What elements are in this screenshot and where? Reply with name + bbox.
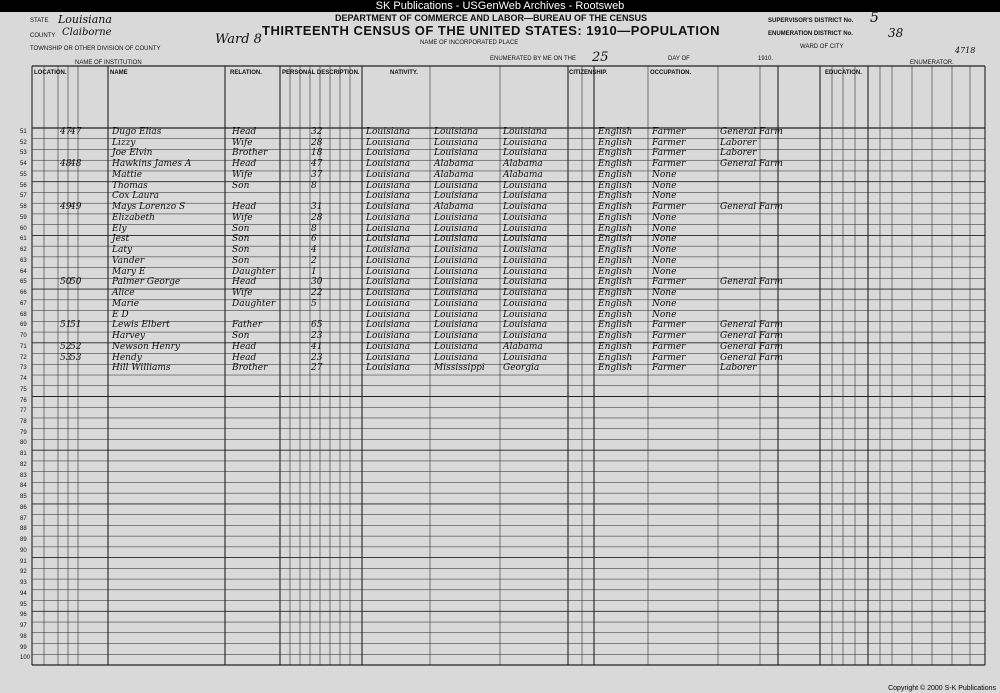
column-header-citizenship: CITIZENSHIP. [569,70,608,76]
day-of-label: DAY OF [668,56,690,62]
family-number: 51 [70,320,82,331]
birthplace-person: Louisiana [366,169,411,180]
birthplace-person: Louisiana [366,298,411,309]
birthplace-mother: Louisiana [503,320,548,331]
birthplace-mother: Louisiana [503,277,548,288]
language: English [598,137,633,148]
dwelling-number: 51 [60,320,72,331]
archive-banner: SK Publications - USGenWeb Archives - Rootsweb [0,0,1000,12]
person-name: Lizzy [112,137,136,148]
relation: Head [232,127,257,137]
dwelling-number: 48 [60,159,72,170]
row-number: 64 [20,268,27,275]
birthplace-person: Louisiana [366,245,411,256]
age: 65 [311,320,323,331]
birthplace-mother: Louisiana [503,331,548,342]
language: English [598,298,633,309]
birthplace-mother: Louisiana [503,127,548,137]
row-number: 91 [20,558,27,565]
birthplace-father: Louisiana [434,137,479,148]
birthplace-father: Louisiana [434,298,479,309]
occupation: None [652,245,677,256]
birthplace-mother: Alabama [503,169,543,180]
row-number: 99 [20,644,27,651]
relation: Head [232,352,257,363]
ward-label: WARD OF CITY [800,44,844,50]
language: English [598,363,633,374]
occupation: None [652,191,677,202]
family-number: 50 [70,277,82,288]
birthplace-father: Louisiana [434,191,479,202]
language: English [598,191,633,202]
relation: Son [232,245,250,256]
dwelling-number: 52 [60,341,72,352]
person-name: Thomas [112,180,148,191]
person-name: Laty [112,245,133,256]
occupation: Farmer [652,320,686,331]
person-name: Mays Lorenzo S [112,202,186,213]
birthplace-person: Louisiana [366,341,411,352]
language: English [598,212,633,223]
age: 6 [311,234,317,245]
industry: General Farm [720,202,783,213]
row-number: 71 [20,343,27,350]
occupation: None [652,266,677,277]
person-name: Vander [112,255,145,266]
row-number: 95 [20,601,27,608]
dwelling-number: 49 [60,202,72,213]
column-header-name: NAME [110,70,128,76]
occupation: Farmer [652,352,686,363]
relation: Head [232,159,257,170]
birthplace-father: Alabama [434,159,474,170]
industry: Laborer [720,148,757,159]
occupation: Farmer [652,137,686,148]
birthplace-father: Louisiana [434,266,479,277]
row-number: 85 [20,494,27,501]
row-number: 65 [20,279,27,286]
birthplace-person: Louisiana [366,159,411,170]
birthplace-mother: Louisiana [503,223,548,234]
age: 1 [311,266,317,277]
language: English [598,320,633,331]
birthplace-mother: Louisiana [503,212,548,223]
row-number: 68 [20,311,27,318]
birthplace-mother: Louisiana [503,288,548,299]
row-number: 55 [20,171,27,178]
relation: Head [232,277,257,288]
occupation: Farmer [652,277,686,288]
age: 28 [311,137,323,148]
row-number: 96 [20,612,27,619]
page-title: THIRTEENTH CENSUS OF THE UNITED STATES: 1910—POPULATION [262,23,720,38]
row-number: 66 [20,290,27,297]
county-label: COUNTY [30,33,56,39]
column-header-education: EDUCATION. [825,70,862,76]
age: 2 [311,255,317,266]
occupation: None [652,234,677,245]
county-value: Claiborne [62,27,112,38]
row-number: 92 [20,569,27,576]
occupation: None [652,298,677,309]
industry: General Farm [720,331,783,342]
row-number: 57 [20,193,27,200]
row-number: 61 [20,236,27,243]
language: English [598,169,633,180]
year-label: 1910. [758,56,774,62]
relation: Daughter [232,266,276,277]
birthplace-person: Louisiana [366,202,411,213]
age: 31 [311,202,323,213]
occupation: None [652,288,677,299]
row-number: 77 [20,408,27,415]
birthplace-person: Louisiana [366,309,411,320]
birthplace-person: Louisiana [366,148,411,159]
family-number: 49 [70,202,82,213]
person-name: Mary E [112,266,146,277]
occupation: None [652,180,677,191]
birthplace-father: Louisiana [434,212,479,223]
person-name: E D [112,309,129,320]
birthplace-father: Louisiana [434,148,479,159]
department-line: DEPARTMENT OF COMMERCE AND LABOR—BUREAU OF THE CENSUS [335,13,647,23]
person-name: Mattie [112,169,143,180]
occupation: Farmer [652,202,686,213]
birthplace-father: Alabama [434,202,474,213]
birthplace-father: Louisiana [434,277,479,288]
state-value: Louisiana [58,13,112,26]
birthplace-father: Louisiana [434,331,479,342]
row-number: 51 [20,129,27,135]
person-name: Joe Elvin [112,148,153,159]
age: 8 [311,180,317,191]
row-number: 90 [20,547,27,554]
row-number: 83 [20,472,27,479]
language: English [598,309,633,320]
birthplace-person: Louisiana [366,191,411,202]
column-header-personal: PERSONAL DESCRIPTION. [282,70,360,76]
row-number: 94 [20,590,27,597]
occupation: Farmer [652,159,686,170]
occupation: None [652,223,677,234]
person-name: Elizabeth [112,212,155,223]
row-number: 76 [20,397,27,404]
age: 47 [311,159,323,170]
birthplace-father: Louisiana [434,245,479,256]
birthplace-person: Louisiana [366,277,411,288]
enumerator-label: ENUMERATOR. [910,60,954,66]
birthplace-mother: Louisiana [503,148,548,159]
person-name: Hill Williams [112,363,171,374]
column-header-occupation: OCCUPATION. [650,70,692,76]
row-number: 67 [20,300,27,307]
row-number: 87 [20,515,27,522]
column-header-relation: RELATION. [230,70,262,76]
age: 22 [311,288,323,299]
birthplace-mother: Georgia [503,363,540,374]
relation: Head [232,202,257,213]
occupation: Farmer [652,363,686,374]
row-number: 80 [20,440,27,447]
row-number: 82 [20,461,27,468]
enumeration-value: 38 [888,26,904,40]
person-name: Hendy [112,352,142,363]
row-number: 70 [20,333,27,340]
person-name: Ely [112,223,127,234]
row-number: 60 [20,225,27,232]
row-number: 78 [20,418,27,425]
industry: Laborer [720,137,757,148]
age: 41 [311,341,323,352]
age: 4 [311,245,317,256]
dwelling-number: 50 [60,277,72,288]
family-number: 53 [70,352,82,363]
dwelling-number: 53 [60,352,72,363]
birthplace-mother: Louisiana [503,202,548,213]
relation: Brother [232,363,268,374]
row-number: 86 [20,504,27,511]
language: English [598,255,633,266]
occupation: None [652,169,677,180]
industry: General Farm [720,277,783,288]
enumerated-label: ENUMERATED BY ME ON THE [490,56,577,62]
family-number: 48 [70,159,82,170]
column-header-location: LOCATION. [34,70,67,76]
birthplace-father: Mississippi [434,363,485,374]
birthplace-father: Louisiana [434,309,479,320]
language: English [598,234,633,245]
industry: Laborer [720,363,757,374]
age: 37 [311,169,323,180]
occupation: Farmer [652,148,686,159]
row-number: 59 [20,214,27,221]
language: English [598,148,633,159]
relation: Son [232,331,250,342]
row-number: 81 [20,451,27,458]
birthplace-person: Louisiana [366,288,411,299]
language: English [598,223,633,234]
row-number: 69 [20,322,27,329]
row-number: 89 [20,537,27,544]
enumeration-label: ENUMERATION DISTRICT No. [768,31,853,37]
age: 18 [311,148,323,159]
person-name: Lewis Elbert [112,320,170,331]
person-name: Jest [112,234,130,245]
occupation: None [652,255,677,266]
industry: General Farm [720,159,783,170]
person-name: Palmer George [112,277,181,288]
relation: Brother [232,148,268,159]
relation: Son [232,223,250,234]
birthplace-mother: Louisiana [503,234,548,245]
birthplace-person: Louisiana [366,266,411,277]
age: 28 [311,212,323,223]
language: English [598,159,633,170]
language: English [598,245,633,256]
language: English [598,331,633,342]
birthplace-father: Louisiana [434,127,479,137]
row-number: 73 [20,365,27,372]
dwelling-number: 47 [60,127,72,137]
occupation: None [652,309,677,320]
person-name: Newson Henry [112,341,180,352]
language: English [598,341,633,352]
relation: Wife [232,169,253,180]
language: English [598,277,633,288]
birthplace-person: Louisiana [366,363,411,374]
birthplace-father: Louisiana [434,341,479,352]
industry: General Farm [720,320,783,331]
birthplace-father: Louisiana [434,288,479,299]
row-number: 88 [20,526,27,533]
birthplace-mother: Louisiana [503,245,548,256]
language: English [598,266,633,277]
birthplace-person: Louisiana [366,137,411,148]
birthplace-person: Louisiana [366,127,411,137]
row-number: 62 [20,247,27,254]
person-name: Hawkins James A [112,159,192,170]
supervisor-label: SUPERVISOR'S DISTRICT No. [768,18,854,24]
language: English [598,127,633,137]
township-label: TOWNSHIP OR OTHER DIVISION OF COUNTY [30,46,161,52]
row-number: 63 [20,257,27,264]
birthplace-person: Louisiana [366,234,411,245]
birthplace-mother: Louisiana [503,309,548,320]
birthplace-father: Alabama [434,169,474,180]
row-number: 54 [20,161,27,168]
age: 27 [311,363,323,374]
age: 8 [311,223,317,234]
row-number: 56 [20,182,27,189]
age: 23 [311,331,323,342]
birthplace-mother: Louisiana [503,352,548,363]
age: 5 [311,298,317,309]
relation: Wife [232,288,253,299]
relation: Wife [232,212,253,223]
row-number: 75 [20,386,27,393]
relation: Wife [232,137,253,148]
relation: Son [232,255,250,266]
row-number: 98 [20,633,27,640]
family-number: 52 [70,341,82,352]
birthplace-mother: Louisiana [503,180,548,191]
birthplace-person: Louisiana [366,352,411,363]
language: English [598,352,633,363]
relation: Son [232,180,250,191]
age: 23 [311,352,323,363]
birthplace-mother: Alabama [503,341,543,352]
row-number: 100 [20,655,31,662]
family-number: 47 [70,127,82,137]
township-value: Ward 8 [215,32,262,47]
enumerated-day: 25 [592,50,609,65]
row-number: 93 [20,580,27,587]
row-number: 58 [20,204,27,211]
birthplace-mother: Louisiana [503,255,548,266]
age: 32 [311,127,323,137]
language: English [598,202,633,213]
relation: Father [232,320,263,331]
birthplace-father: Louisiana [434,352,479,363]
person-name: Cox Laura [112,191,160,202]
incorporated-label: NAME OF INCORPORATED PLACE [420,40,519,46]
person-name: Marie [112,298,140,309]
birthplace-person: Louisiana [366,180,411,191]
supervisor-value: 5 [870,10,879,26]
age: 30 [311,277,323,288]
row-number: 74 [20,376,27,383]
birthplace-person: Louisiana [366,223,411,234]
occupation: Farmer [652,127,686,137]
language: English [598,288,633,299]
occupation: Farmer [652,341,686,352]
row-number: 97 [20,623,27,630]
birthplace-person: Louisiana [366,320,411,331]
row-number: 84 [20,483,27,490]
relation: Son [232,234,250,245]
row-number: 72 [20,354,27,361]
birthplace-father: Louisiana [434,223,479,234]
industry: General Farm [720,341,783,352]
state-label: STATE [30,18,49,24]
relation: Daughter [232,298,276,309]
occupation: None [652,212,677,223]
birthplace-mother: Louisiana [503,298,548,309]
person-name: Alice [112,288,135,299]
birthplace-person: Louisiana [366,212,411,223]
birthplace-mother: Louisiana [503,137,548,148]
birthplace-father: Louisiana [434,234,479,245]
person-name: Harvey [112,331,146,342]
person-name: Dugo Elias [112,127,162,137]
row-number: 53 [20,150,27,157]
birthplace-mother: Louisiana [503,266,548,277]
birthplace-person: Louisiana [366,331,411,342]
column-header-nativity: NATIVITY. [390,70,418,76]
row-number: 79 [20,429,27,436]
relation: Head [232,341,257,352]
birthplace-mother: Alabama [503,159,543,170]
birthplace-father: Louisiana [434,320,479,331]
language: English [598,180,633,191]
birthplace-person: Louisiana [366,255,411,266]
occupation: Farmer [652,331,686,342]
copyright-note: Copyright © 2000 S-K Publications [888,685,996,692]
institution-label: NAME OF INSTITUTION [75,60,142,66]
birthplace-mother: Louisiana [503,191,548,202]
birthplace-father: Louisiana [434,180,479,191]
row-number: 52 [20,139,27,146]
industry: General Farm [720,127,783,137]
industry: General Farm [720,352,783,363]
sheet-number: 4718 [955,46,976,55]
birthplace-father: Louisiana [434,255,479,266]
